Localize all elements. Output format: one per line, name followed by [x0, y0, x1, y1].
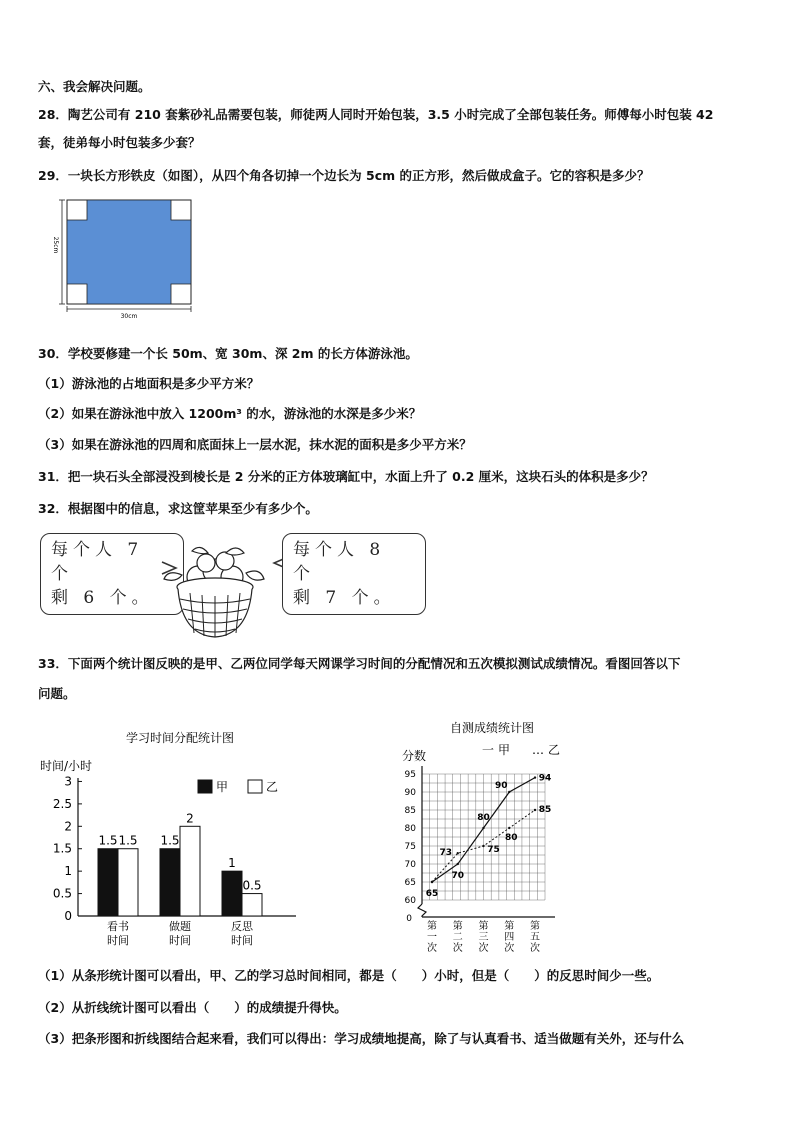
- speech-bubble-right: [282, 533, 426, 615]
- bar-yi-1: [180, 826, 200, 916]
- line-point: [534, 776, 536, 778]
- bar-value-label: 1: [228, 856, 236, 871]
- line-value-label: 80: [504, 833, 518, 843]
- line-legend-dot-mark: …: [532, 743, 544, 757]
- line-point: [431, 881, 433, 883]
- bar-value-label: 1.5: [160, 833, 180, 848]
- width-dim-label: 30cm: [120, 313, 138, 320]
- bar-legend-swatch-jia: [198, 780, 212, 793]
- bar-legend-swatch-yi: [248, 780, 262, 793]
- line-legend-dot-label: 乙: [548, 743, 561, 757]
- line-point: [482, 845, 484, 847]
- line-category-char: 次: [478, 943, 489, 954]
- bar-yi-0: [118, 849, 138, 916]
- line-point: [482, 827, 484, 829]
- q32-text: 32．根据图中的信息，求这筐苹果至少有多少个。: [38, 501, 318, 516]
- line-value-label: 85: [538, 805, 552, 815]
- height-dim-label: 25cm: [52, 236, 59, 254]
- bar-value-label: 1.5: [98, 833, 118, 848]
- bubble-right-line1: 每个人 8 个: [293, 540, 386, 584]
- line-chart-axis-break: [418, 904, 426, 917]
- line-legend-solid-mark: 一: [482, 743, 495, 757]
- line-value-label: 80: [477, 813, 490, 823]
- line-category-char: 次: [504, 943, 515, 954]
- bar-chart-ylabel: 时间/小时: [40, 759, 93, 773]
- apple-basket-icon: [160, 545, 270, 645]
- q30-part1: （1）游泳池的占地面积是多少平方米？: [38, 376, 260, 391]
- line-chart-ytick-label: 90: [404, 788, 416, 798]
- bar-chart: [38, 720, 308, 955]
- bar-legend-label-yi: 乙: [266, 780, 279, 794]
- line-chart-ytick-label: 70: [404, 860, 416, 870]
- q30-part3: （3）如果在游泳池的四周和底面抹上一层水泥，抹水泥的面积是多少平方米？: [38, 437, 472, 452]
- line-point: [508, 791, 510, 793]
- line-chart-ytick-label: 95: [404, 770, 416, 780]
- line-category-char: 四: [504, 932, 515, 943]
- iron-sheet-cut-shape: [67, 200, 191, 304]
- bar-category-label-line2: 时间: [107, 934, 129, 947]
- line-category-char: 第: [504, 921, 515, 932]
- q33-part1: （1）从条形统计图可以看出，甲、乙的学习总时间相同，都是（ ）小时，但是（ ）的反思时间少一些。: [38, 968, 660, 983]
- line-chart-zero-tick: 0: [406, 914, 412, 924]
- line-category-char: 第: [530, 921, 540, 932]
- bar-jia-2: [222, 871, 242, 916]
- line-point: [508, 827, 510, 829]
- bar-value-label: 2: [186, 811, 194, 826]
- line-category-char: 五: [530, 932, 540, 943]
- bar-category-label-line2: 时间: [231, 934, 253, 947]
- line-category-char: 一: [427, 932, 437, 943]
- line-point: [457, 863, 459, 865]
- line-value-label: 65: [425, 889, 439, 899]
- line-chart-ylabel: 分数: [402, 749, 427, 763]
- line-chart-title: 自测成绩统计图: [449, 721, 535, 735]
- bar-category-label-line1: 反思: [231, 920, 253, 933]
- line-point: [534, 809, 536, 811]
- line-value-label: 75: [487, 845, 500, 855]
- bar-chart-ytick-label: 3: [64, 774, 72, 789]
- bubble-left-line2: 剩 6 个。: [51, 588, 154, 608]
- line-category-char: 二: [452, 932, 463, 943]
- q33-line1: 33．下面两个统计图反映的是甲、乙两位同学每天网课学习时间的分配情况和五次模拟测试成绩情况。看图回答以下: [38, 656, 681, 671]
- bar-value-label: 0.5: [242, 878, 262, 893]
- q29-text: 29．一块长方形铁皮（如图），从四个角各切掉一个边长为 5cm 的正方形，然后做成盒子。它的容积是多少？: [38, 168, 650, 183]
- bar-chart-ytick-label: 0.5: [52, 886, 72, 901]
- line-chart-ytick-label: 75: [404, 842, 416, 852]
- line-category-char: 次: [452, 943, 463, 954]
- bar-chart-ytick-label: 1.5: [52, 841, 72, 856]
- line-category-char: 第: [427, 921, 437, 932]
- bar-jia-1: [160, 849, 180, 916]
- q31-text: 31．把一块石头全部浸没到棱长是 2 分米的正方体玻璃缸中，水面上升了 0.2 厘米，这块石头的体积是多少？: [38, 469, 654, 484]
- line-point: [457, 852, 459, 854]
- line-chart-ytick-label: 85: [404, 806, 416, 816]
- line-value-label: 70: [451, 871, 465, 881]
- line-value-label: 73: [439, 848, 453, 859]
- bar-chart-ytick-label: 2: [64, 819, 72, 834]
- bar-jia-0: [98, 849, 118, 916]
- line-category-char: 第: [478, 921, 489, 932]
- line-category-char: 次: [427, 943, 437, 954]
- line-value-label: 94: [538, 773, 552, 784]
- q28-line2: 套，徒弟每小时包装多少套？: [38, 135, 201, 150]
- line-chart: [390, 712, 590, 957]
- bubble-left-line1: 每个人 7 个: [51, 540, 144, 584]
- line-category-char: 三: [478, 932, 489, 943]
- bar-category-label-line1: 看书: [107, 920, 129, 933]
- line-chart-ytick-label: 65: [404, 878, 416, 888]
- q30-part2: （2）如果在游泳池中放入 1200m³ 的水，游泳池的水深是多少米？: [38, 406, 422, 421]
- iron-sheet-figure: [40, 195, 200, 325]
- bar-legend-label-jia: 甲: [216, 780, 229, 794]
- bar-chart-title: 学习时间分配统计图: [125, 731, 235, 745]
- q33-part3: （3）把条形图和折线图结合起来看，我们可以得出：学习成绩地提高，除了与认真看书、适当做题有关外，还与什么: [38, 1031, 685, 1046]
- q33-part2: （2）从折线统计图可以看出（ ）的成绩提升得快。: [38, 1000, 347, 1015]
- bar-category-label-line2: 时间: [169, 934, 191, 947]
- line-chart-ytick-label: 80: [404, 824, 416, 834]
- bar-chart-ytick-label: 2.5: [52, 796, 72, 811]
- q28-line1: 28．陶艺公司有 210 套紫砂礼品需要包装，师徒两人同时开始包装，3.5 小时完成了全部包装任务。师傅每小时包装 42: [38, 107, 714, 122]
- bar-chart-ytick-label: 0: [64, 909, 72, 923]
- line-category-char: 第: [452, 921, 463, 932]
- bar-category-label-line1: 做题: [169, 920, 191, 933]
- bar-value-label: 1.5: [118, 833, 138, 848]
- line-value-label: 90: [494, 781, 508, 791]
- line-chart-ytick-label: 60: [404, 896, 416, 906]
- bar-yi-2: [242, 894, 262, 916]
- line-legend-solid-label: 甲: [498, 743, 511, 757]
- line-category-char: 次: [530, 943, 540, 954]
- q30-intro: 30．学校要修建一个长 50m、宽 30m、深 2m 的长方体游泳池。: [38, 346, 418, 361]
- section-title: 六、我会解决问题。: [38, 79, 151, 94]
- bar-chart-ytick-label: 1: [64, 864, 72, 879]
- bubble-right-line2: 剩 7 个。: [293, 588, 396, 608]
- q33-line2: 问题。: [38, 686, 76, 701]
